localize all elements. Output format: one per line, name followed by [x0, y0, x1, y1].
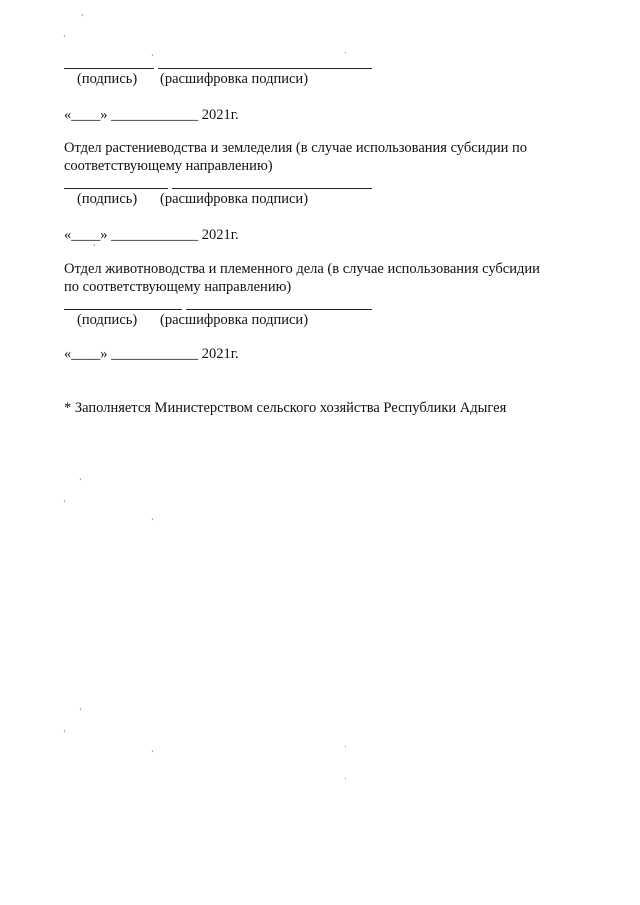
scan-dot [345, 778, 346, 779]
day-blank: ____ [71, 107, 101, 123]
signature-line [64, 309, 182, 310]
month-blank: ____________ [111, 107, 199, 123]
quote-close: » [100, 227, 108, 243]
scan-mark: ′ [150, 515, 156, 527]
decoding-line [172, 188, 372, 189]
decoding-line [186, 309, 372, 310]
quote-open: « [64, 107, 72, 123]
date-line [64, 346, 239, 363]
year-text: 2021г. [201, 107, 239, 123]
decoding-line [158, 68, 372, 69]
scan-mark: ′ [78, 705, 84, 717]
department-title-line: соответствующему направлению) [64, 158, 273, 174]
signature-label: (подпись) [77, 312, 138, 328]
scan-mark: ′ [62, 497, 68, 509]
scan-mark: ′ [150, 51, 156, 63]
scan-mark: ′ [62, 727, 68, 739]
month-blank: ____________ [111, 227, 199, 243]
quote-open: « [64, 227, 72, 243]
quote-open: « [64, 346, 72, 362]
quote-close: » [100, 107, 108, 123]
scan-mark: ′ [92, 241, 98, 253]
decoding-label: (расшифровка подписи) [160, 71, 309, 87]
signature-label: (подпись) [77, 191, 138, 207]
year-text: 2021г. [201, 227, 239, 243]
scan-mark: ′ [78, 475, 84, 487]
decoding-label: (расшифровка подписи) [160, 312, 309, 328]
month-blank: ____________ [111, 346, 199, 362]
scan-mark: ′ [62, 32, 68, 44]
year-text: 2021г. [201, 346, 239, 362]
department-title-line: по соответствующему направлению) [64, 279, 292, 295]
department-title-line: Отдел растениеводства и земледелия (в случае использования субсидии по [64, 140, 527, 156]
scan-mark: ′ [80, 11, 86, 23]
signature-label: (подпись) [77, 71, 138, 87]
footnote: * Заполняется Министерством сельского хозяйства Республики Адыгея [64, 400, 507, 416]
day-blank: ____ [71, 227, 101, 243]
scan-dot [345, 746, 346, 747]
day-blank: ____ [71, 346, 101, 362]
quote-close: » [100, 346, 108, 362]
decoding-label: (расшифровка подписи) [160, 191, 309, 207]
signature-line [64, 188, 168, 189]
department-title-line: Отдел животноводства и племенного дела (в случае использования субсидии [64, 261, 540, 277]
date-line [64, 227, 239, 244]
scan-mark: ′ [150, 747, 156, 759]
date-line [64, 107, 239, 124]
signature-line [64, 68, 154, 69]
scan-dot [345, 52, 346, 53]
